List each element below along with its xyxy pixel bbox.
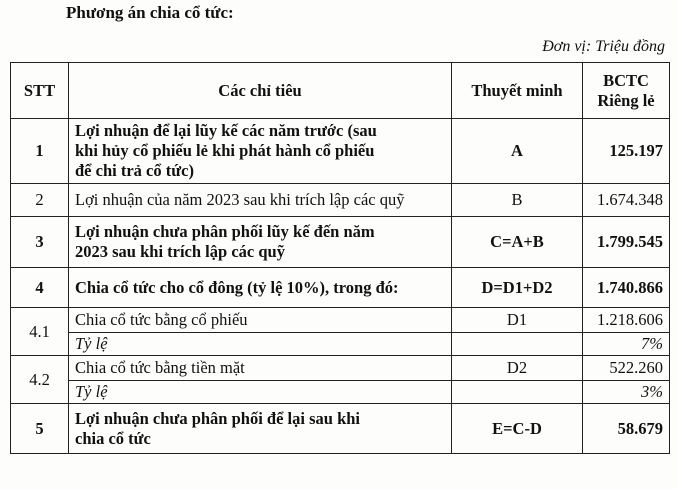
row-stt: 2 <box>11 184 69 217</box>
row-note: D=D1+D2 <box>452 268 583 308</box>
row-stt: 5 <box>11 404 69 454</box>
row-desc-line: Lợi nhuận chưa phân phối lũy kế đến năm <box>75 222 375 241</box>
row-desc <box>69 404 452 454</box>
row-desc <box>69 217 452 268</box>
header-value <box>583 63 670 119</box>
row-desc-line: Lợi nhuận chưa phân phối để lại sau khi <box>75 408 361 428</box>
row-value: 1.799.545 <box>583 217 670 268</box>
row-note: B <box>452 184 583 217</box>
header-note: Thuyết minh <box>452 63 583 119</box>
unit-note: Đơn vị: Triệu đồng <box>542 38 665 55</box>
row-stt: 3 <box>11 217 69 268</box>
row-desc <box>69 119 452 184</box>
header-desc: Các chỉ tiêu <box>69 63 452 119</box>
header-stt: STT <box>11 63 69 119</box>
table-row <box>11 184 670 217</box>
row-desc: Chia cổ tức cho cổ đông (tỷ lệ 10%), trong đó: <box>69 268 452 308</box>
page-heading: Phương án chia cổ tức: <box>66 3 234 22</box>
row-value: 3% <box>583 381 670 404</box>
row-note <box>452 333 583 356</box>
table-header-row <box>11 63 670 119</box>
row-value: 58.679 <box>583 404 670 454</box>
row-desc: Chia cổ tức bằng tiền mặt <box>69 356 452 381</box>
row-note <box>452 381 583 404</box>
row-note: D2 <box>452 356 583 381</box>
dividend-table <box>10 62 670 454</box>
row-note: C=A+B <box>452 217 583 268</box>
row-stt: 1 <box>11 119 69 184</box>
header-value-line2: Riêng lẻ <box>597 90 655 110</box>
row-desc-line: chia cổ tức <box>75 428 151 448</box>
row-note: E=C-D <box>452 404 583 454</box>
row-stt: 4 <box>11 268 69 308</box>
table-row <box>11 404 670 454</box>
row-desc-line: Lợi nhuận để lại lũy kế các năm trước (sau <box>75 121 377 140</box>
header-value-line1: BCTC <box>603 70 649 90</box>
row-value: 125.197 <box>583 119 670 184</box>
row-desc: Lợi nhuận của năm 2023 sau khi trích lập các quỹ <box>69 184 452 217</box>
row-desc-line: để chi trả cổ tức) <box>75 161 194 180</box>
row-desc-line: 2023 sau khi trích lập các quỹ <box>75 242 285 261</box>
row-desc: Chia cổ tức bằng cổ phiếu <box>69 308 452 333</box>
table-row <box>11 268 670 308</box>
table-row <box>11 308 670 333</box>
table-row <box>11 119 670 184</box>
table-row <box>11 333 670 356</box>
row-value: 522.260 <box>583 356 670 381</box>
row-value: 1.674.348 <box>583 184 670 217</box>
row-desc: Tỷ lệ <box>69 381 452 404</box>
row-desc: Tỷ lệ <box>69 333 452 356</box>
row-stt: 4.2 <box>11 356 69 404</box>
row-value: 1.218.606 <box>583 308 670 333</box>
row-value: 1.740.866 <box>583 268 670 308</box>
row-note: D1 <box>452 308 583 333</box>
row-stt: 4.1 <box>11 308 69 356</box>
table-row <box>11 217 670 268</box>
row-desc-line: khi hủy cổ phiếu lẻ khi phát hành cổ phiếu <box>75 141 375 160</box>
table-row <box>11 381 670 404</box>
row-note: A <box>452 119 583 184</box>
table-row <box>11 356 670 381</box>
row-value: 7% <box>583 333 670 356</box>
